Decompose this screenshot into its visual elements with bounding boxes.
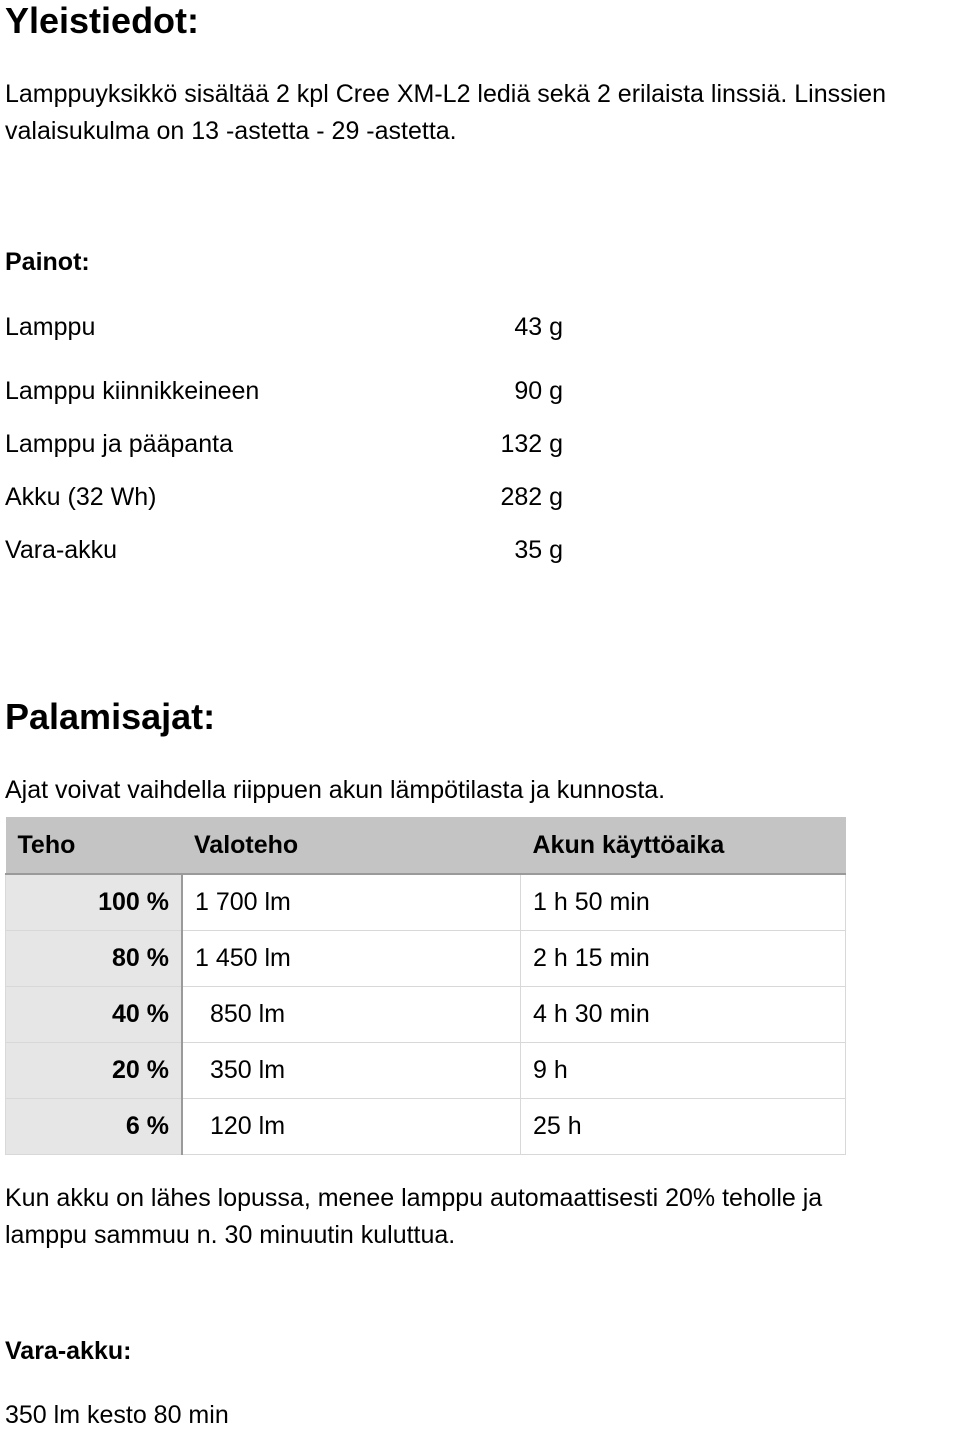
table-row xyxy=(6,987,846,1043)
weight-label: Akku (32 Wh) xyxy=(5,483,157,511)
spare-heading: Vara-akku: xyxy=(5,1337,132,1365)
weights-list xyxy=(5,307,575,583)
weights-heading: Painot: xyxy=(5,248,90,276)
table-row xyxy=(6,931,846,987)
teho-cell: 80 % xyxy=(6,931,183,987)
valoteho-cell: 850 lm xyxy=(182,987,521,1043)
spare-text: 350 lm kesto 80 min xyxy=(5,1401,229,1429)
weight-value: 90 g xyxy=(514,377,563,405)
teho-cell: 6 % xyxy=(6,1099,183,1155)
teho-cell: 100 % xyxy=(6,874,183,931)
weight-row xyxy=(5,477,575,530)
runtimes-after-line-1: Kun akku on lähes lopussa, menee lamppu automaattisesti 20% teholle ja xyxy=(5,1184,823,1212)
runtimes-note: Ajat voivat vaihdella riippuen akun lämpötilasta ja kunnosta. xyxy=(5,776,666,804)
weight-label: Lamppu ja pääpanta xyxy=(5,430,233,458)
column-header-kayttoaika: Akun käyttöaika xyxy=(521,817,846,874)
valoteho-cell: 120 lm xyxy=(182,1099,521,1155)
valoteho-cell: 1 450 lm xyxy=(182,931,521,987)
weight-value: 282 g xyxy=(500,483,563,511)
weight-value: 43 g xyxy=(514,313,563,341)
teho-cell: 20 % xyxy=(6,1043,183,1099)
weight-value: 35 g xyxy=(514,536,563,564)
runtimes-after-line-2: lamppu sammuu n. 30 minuutin kuluttua. xyxy=(5,1221,456,1249)
valoteho-cell: 1 700 lm xyxy=(182,874,521,931)
weight-row xyxy=(5,424,575,477)
teho-cell: 40 % xyxy=(6,987,183,1043)
table-header-row xyxy=(6,817,846,874)
runtime-table xyxy=(5,817,846,1155)
weight-row xyxy=(5,307,575,371)
column-header-teho: Teho xyxy=(6,817,183,874)
table-row xyxy=(6,1099,846,1155)
general-text-line-1: Lamppuyksikkö sisältää 2 kpl Cree XM-L2 lediä sekä 2 erilaista linssiä. Linssien xyxy=(5,80,886,108)
weight-value: 132 g xyxy=(500,430,563,458)
weight-row xyxy=(5,371,575,424)
weight-label: Lamppu xyxy=(5,313,96,341)
table-row xyxy=(6,1043,846,1099)
kayttoaika-cell: 2 h 15 min xyxy=(521,931,846,987)
weight-row xyxy=(5,530,575,583)
runtimes-heading: Palamisajat: xyxy=(5,696,216,737)
kayttoaika-cell: 25 h xyxy=(521,1099,846,1155)
table-row xyxy=(6,874,846,931)
general-text-line-2: valaisukulma on 13 -astetta - 29 -astetta. xyxy=(5,117,457,145)
general-heading: Yleistiedot: xyxy=(5,0,200,41)
valoteho-cell: 350 lm xyxy=(182,1043,521,1099)
kayttoaika-cell: 4 h 30 min xyxy=(521,987,846,1043)
kayttoaika-cell: 1 h 50 min xyxy=(521,874,846,931)
weight-label: Lamppu kiinnikkeineen xyxy=(5,377,260,405)
kayttoaika-cell: 9 h xyxy=(521,1043,846,1099)
column-header-valoteho: Valoteho xyxy=(182,817,521,874)
weight-label: Vara-akku xyxy=(5,536,118,564)
